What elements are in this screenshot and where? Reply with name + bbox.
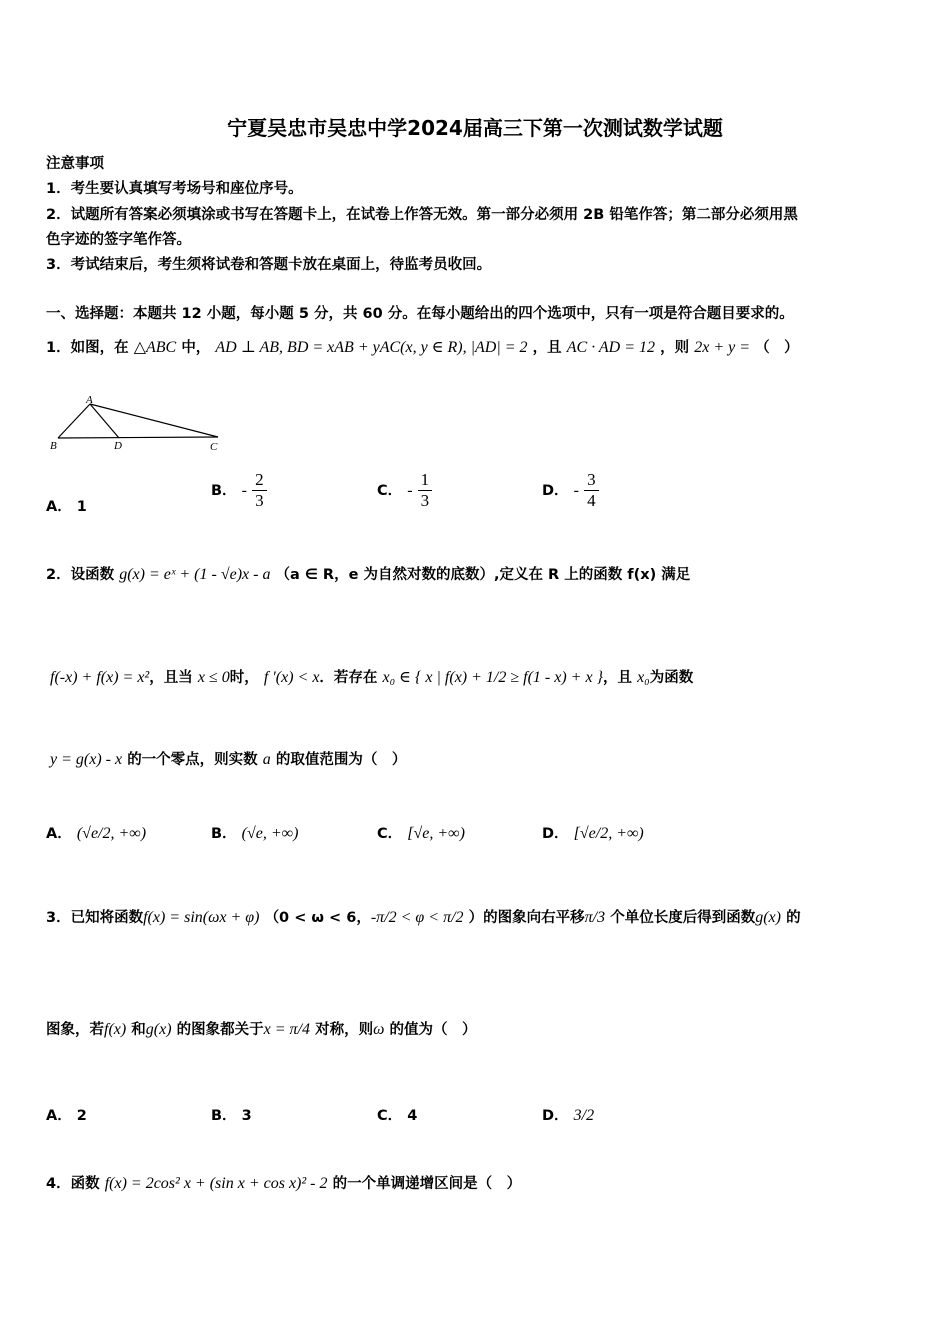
triangle-figure [46,390,236,456]
vertex-label-a: A [86,394,93,406]
notice-item: 2．试题所有答案必须填涂或书写在答题卡上，在试卷上作答无效。第一部分必须用 2B 铅笔作答；第二部分必须用黑 [46,207,798,223]
question-3-stem: 3．已知将函数f(x) = sin(ωx + φ) （0 < ω < 6，-π/2 < φ < π/2 ）的图象向右平移π/3 个单位长度后得到函数g(x) 的 [46,909,801,926]
question-2-condition: f(-x) + f(x) = x²，且当 x ≤ 0时， f ′(x) < x．若存在 x₀ ∈ { x | f(x) + 1/2 ≥ f(1 - x) + x }，且 x₀为函数 [50,669,694,686]
section-heading: 一、选择题：本题共 12 小题，每小题 5 分，共 60 分。在每小题给出的四个选项中，只有一项是符合题目要求的。 [46,306,794,322]
option-c: C． - $\frac{1}{3}$ [377,470,432,511]
option-a: A． (√e/2, +∞) [46,825,147,842]
option-a: A． 1 [46,499,87,515]
option-d: D． 3/2 [542,1107,595,1124]
option-c: C． 4 [377,1108,418,1124]
notice-item: 3．考试结束后，考生须将试卷和答题卡放在桌面上，待监考员收回。 [46,257,492,273]
option-b: B． - $\frac{2}{3}$ [211,470,267,511]
notice-item: 1．考生要认真填写考场号和座位序号。 [46,181,303,197]
option-d: D． - $\frac{3}{4}$ [542,470,599,511]
page-title: 宁夏吴忠市吴忠中学2024届高三下第一次测试数学试题 [227,116,723,140]
vertex-label-c: C [210,441,218,453]
question-3-stem-cont: 图象，若f(x) 和g(x) 的图象都关于x = π/4 对称，则ω 的值为（ ） [46,1021,477,1038]
vertex-label-d: D [114,440,122,452]
notice-item: 色字迹的签字笔作答。 [46,232,191,248]
option-a: A． 2 [46,1108,87,1124]
vertex-label-b: B [50,440,57,452]
question-4-stem: 4．函数 f(x) = 2cos² x + (sin x + cos x)² - 2 的一个单调递增区间是（ ） [46,1175,522,1192]
notice-heading: 注意事项 [46,156,104,172]
option-b: B． (√e, +∞) [211,825,299,842]
question-2-stem: 2．设函数 g(x) = eˣ + (1 - √e)x - a （a ∈ R，e 为自然对数的底数）,定义在 R 上的函数 f(x) 满足 [46,566,691,583]
question-2-ask: y = g(x) - x 的一个零点，则实数 a 的取值范围为（ ） [50,751,407,768]
option-b: B． 3 [211,1108,252,1124]
option-c: C． [√e, +∞) [377,825,465,842]
question-1-stem: 1．如图，在 △ABC 中， AD ⊥ AB, BD = xAB + yAC(x, y ∈ R), |AD| = 2 ，且 AC · AD = 12 ，则 2x + y = （ ） [46,339,799,356]
option-d: D． [√e/2, +∞) [542,825,644,842]
